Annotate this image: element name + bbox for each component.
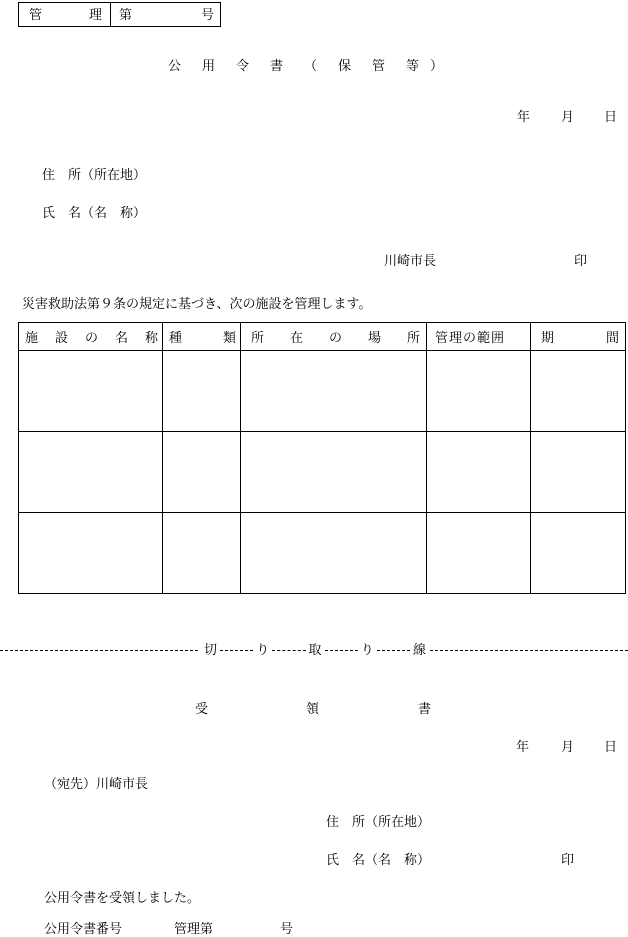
header-type: 種 類 bbox=[163, 323, 241, 351]
issuer-seal: 印 bbox=[574, 254, 588, 269]
management-number-cell bbox=[111, 3, 220, 26]
receipt-date-month: 月 bbox=[561, 740, 575, 755]
cut-char: り bbox=[360, 643, 374, 658]
order-date-year: 年 bbox=[517, 110, 531, 125]
table-cell bbox=[531, 513, 626, 594]
title-char: 用 bbox=[202, 59, 216, 74]
title-char: ） bbox=[430, 59, 444, 74]
order-date-month: 月 bbox=[561, 110, 575, 125]
table-row bbox=[19, 513, 626, 594]
title-char: 公 bbox=[168, 59, 182, 74]
table-cell bbox=[19, 432, 163, 513]
table-cell bbox=[427, 513, 531, 594]
title-char: 令 bbox=[236, 59, 250, 74]
header-period: 期 間 bbox=[531, 323, 626, 351]
table-row bbox=[19, 351, 626, 432]
receipt-number-label: 公用令書番号 bbox=[44, 922, 123, 937]
order-name-label: 氏 名（名 称） bbox=[42, 206, 147, 221]
table-cell bbox=[531, 351, 626, 432]
receipt-date-year: 年 bbox=[516, 740, 530, 755]
table-cell bbox=[19, 513, 163, 594]
dai-char: 第 bbox=[119, 8, 133, 23]
receipt-go: 号 bbox=[280, 922, 294, 937]
title-char: 等 bbox=[406, 59, 420, 74]
table-cell bbox=[241, 432, 427, 513]
order-date-day: 日 bbox=[604, 110, 618, 125]
cut-char: 切 bbox=[204, 643, 218, 658]
go-char: 号 bbox=[201, 8, 215, 23]
table-header-row bbox=[19, 323, 626, 351]
table-row bbox=[19, 432, 626, 513]
receipt-statement: 公用令書を受領しました。 bbox=[44, 891, 201, 906]
ri-char: 理 bbox=[89, 8, 103, 23]
receipt-title-char: 受 bbox=[195, 702, 209, 717]
receipt-address-label: 住 所（所在地） bbox=[326, 815, 431, 830]
facility-table bbox=[18, 322, 626, 594]
title-char: 管 bbox=[372, 59, 386, 74]
order-body-text: 災害救助法第９条の規定に基づき、次の施設を管理します。 bbox=[22, 297, 372, 312]
receipt-title-char: 領 bbox=[306, 702, 320, 717]
table-cell bbox=[241, 351, 427, 432]
management-label-cell bbox=[19, 3, 111, 26]
cut-line-dash-left bbox=[0, 650, 198, 651]
receipt-kanri-dai: 管理第 bbox=[174, 922, 214, 937]
order-title bbox=[168, 59, 444, 76]
receipt-addressee: （宛先）川崎市長 bbox=[44, 777, 149, 792]
header-management-scope: 管理の範囲 bbox=[427, 323, 531, 351]
receipt-seal: 印 bbox=[561, 853, 575, 868]
cut-line-label bbox=[204, 644, 426, 657]
cut-line-dash-right bbox=[430, 650, 628, 651]
title-char: 書 bbox=[270, 59, 284, 74]
header-location: 所 在 の 場 所 bbox=[241, 323, 427, 351]
receipt-name-label: 氏 名（名 称） bbox=[326, 853, 431, 868]
cut-line bbox=[0, 643, 628, 659]
kanri-char: 管 bbox=[29, 8, 43, 23]
table-cell bbox=[241, 513, 427, 594]
header-facility-name: 施 設 の 名 称 bbox=[19, 323, 163, 351]
table-cell bbox=[163, 432, 241, 513]
cut-char: 線 bbox=[413, 643, 427, 658]
table-cell bbox=[427, 432, 531, 513]
cut-char: 取 bbox=[308, 643, 322, 658]
issuer-name: 川崎市長 bbox=[384, 254, 437, 269]
receipt-date-day: 日 bbox=[604, 740, 618, 755]
title-char: （ bbox=[304, 59, 318, 74]
table-cell bbox=[19, 351, 163, 432]
order-address-label: 住 所（所在地） bbox=[42, 168, 147, 183]
table-cell bbox=[531, 432, 626, 513]
management-number-box bbox=[18, 2, 221, 27]
receipt-title-char: 書 bbox=[418, 702, 432, 717]
table-cell bbox=[163, 351, 241, 432]
title-char: 保 bbox=[338, 59, 352, 74]
table-cell bbox=[163, 513, 241, 594]
cut-char: り bbox=[256, 643, 270, 658]
table-cell bbox=[427, 351, 531, 432]
